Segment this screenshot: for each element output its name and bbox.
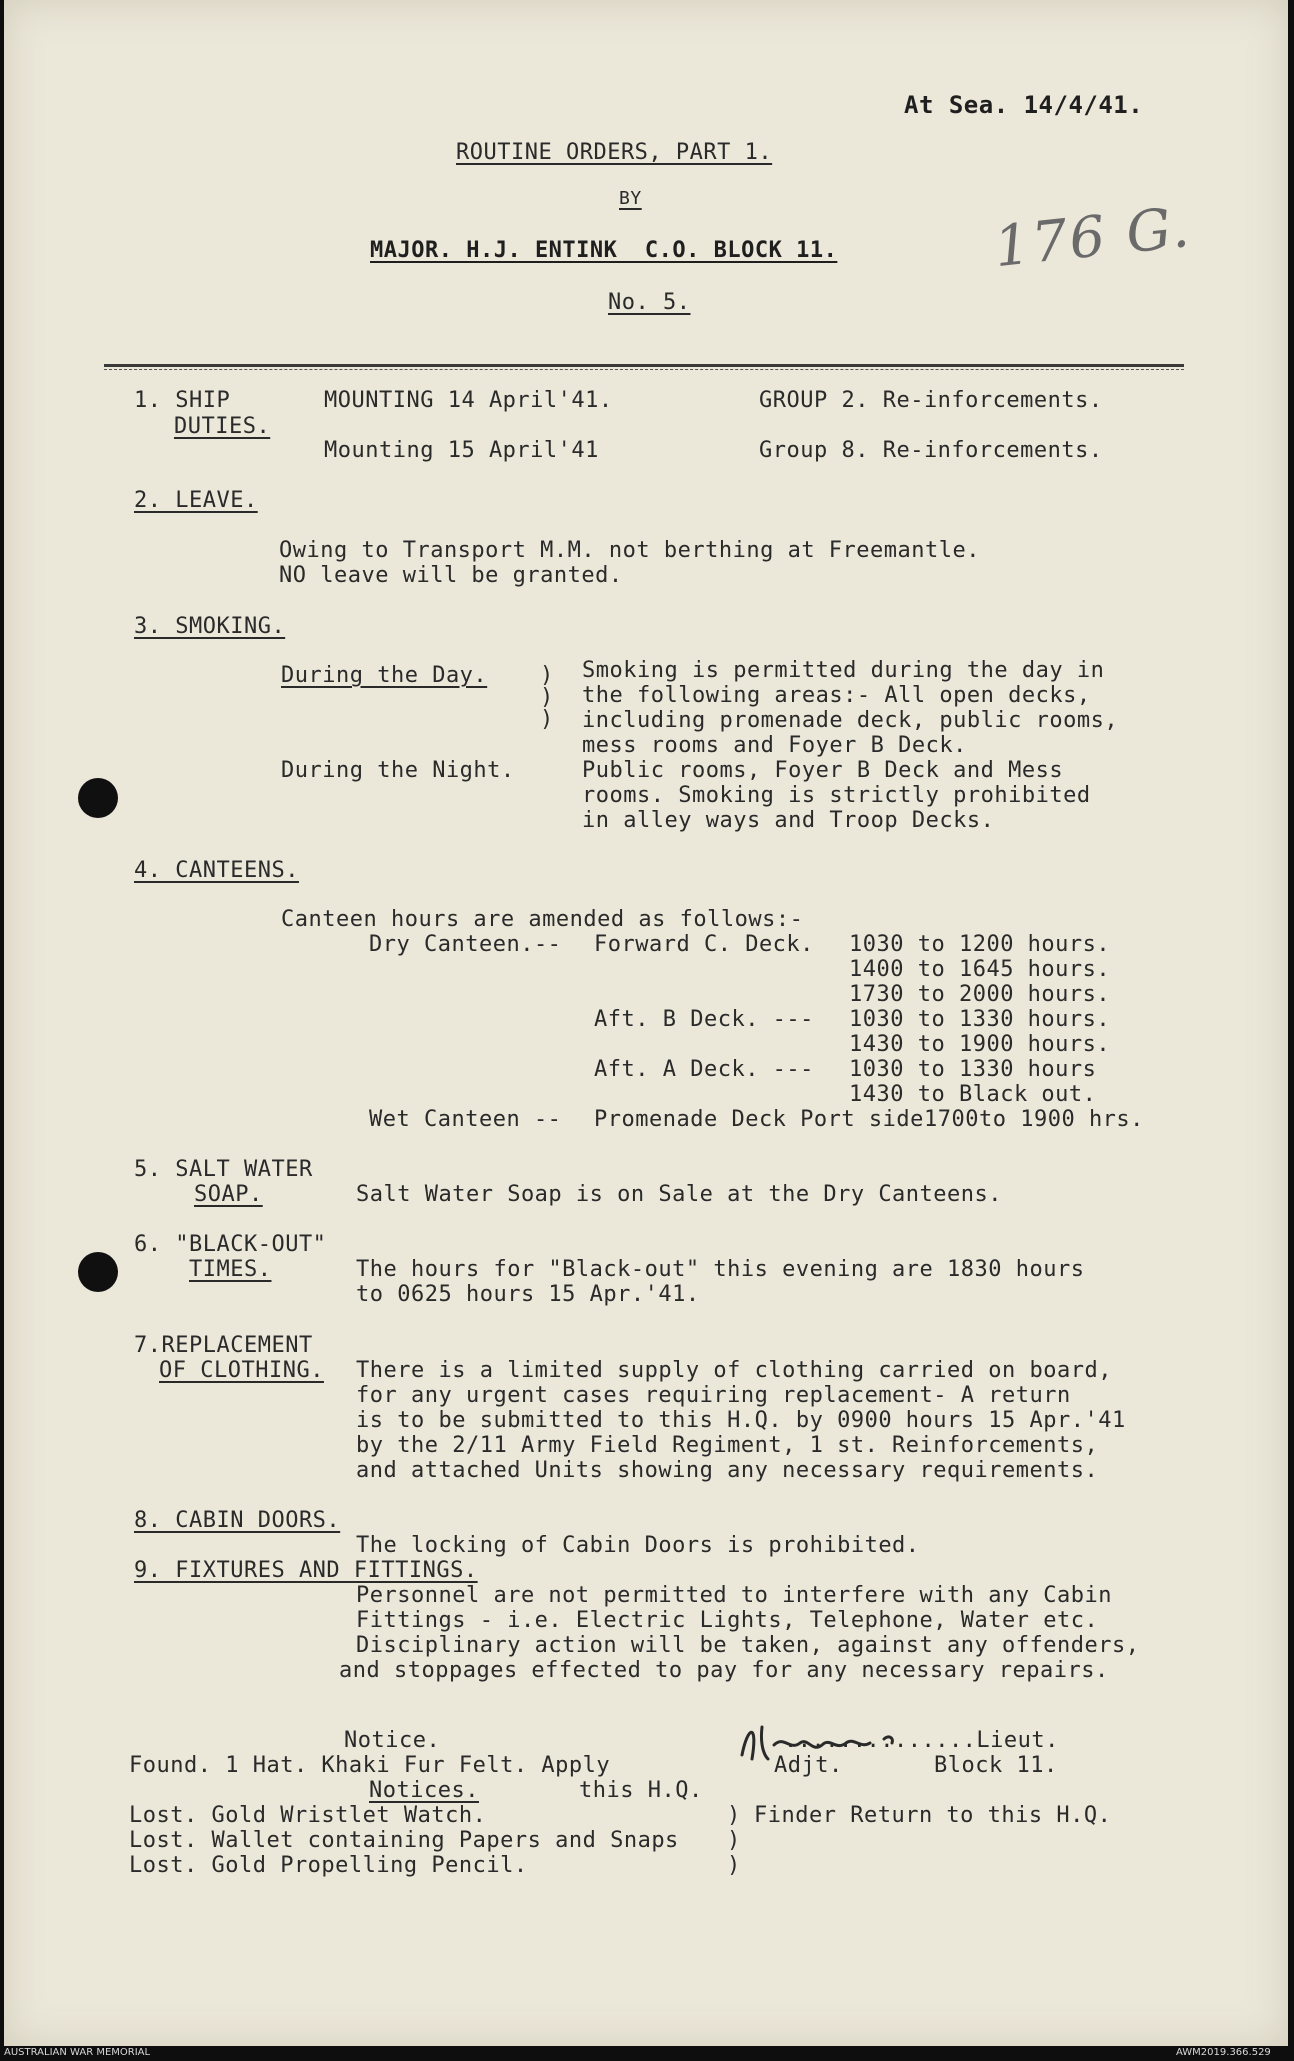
s4-time-1: 1030 to 1200 hours. [849,932,1111,957]
date-line: At Sea. 14/4/41. [904,91,1144,119]
s7-line3: is to be submitted to this H.Q. by 0900 hours 15 Apr.'41 [356,1408,1126,1433]
notice-found-line: Found. 1 Hat. Khaki Fur Felt. Apply [129,1753,611,1778]
s5-heading-line1: 5. SALT WATER [134,1157,313,1182]
notice-lost-2: Lost. Wallet containing Papers and Snaps [129,1828,679,1853]
s1-row1-right: GROUP 2. Re-inforcements. [759,388,1103,413]
s3-brace-3: ) [540,707,554,732]
document-title: ROUTINE ORDERS, PART 1. [456,140,773,165]
s3-line7: in alley ways and Troop Decks. [582,808,995,833]
s1-row2-left: Mounting 15 April'41 [324,438,599,463]
s5-heading-line2: SOAP. [194,1182,263,1207]
s1-heading-line1: 1. SHIP [134,388,231,413]
notice-heading: Notice. [344,1728,441,1753]
s3-brace-2: ) [540,685,554,710]
notice-brace-2: ) [727,1828,741,1853]
notice-lost-1: Lost. Gold Wristlet Watch. [129,1803,487,1828]
s3-line6: rooms. Smoking is strictly prohibited [582,783,1091,808]
s4-heading: 4. CANTEENS. [134,858,299,883]
s3-line5: Public rooms, Foyer B Deck and Mess [582,758,1064,783]
by-line: BY [619,188,642,209]
s9-line3: Disciplinary action will be taken, against any offenders, [356,1633,1140,1658]
notice-brace-3: ) [727,1853,741,1878]
notice-this-hq: this H.Q. [579,1778,703,1803]
signature-block: Block 11. [934,1753,1058,1778]
document-page [4,0,1288,2046]
issuer-line: MAJOR. H.J. ENTINK C.O. BLOCK 11. [370,238,838,263]
header-rule [104,364,1184,367]
s9-line2: Fittings - i.e. Electric Lights, Telephone, Water etc. [356,1608,1099,1633]
s4-time-3: 1730 to 2000 hours. [849,982,1111,1007]
s1-row2-right: Group 8. Re-inforcements. [759,438,1103,463]
signature-adjt: Adjt. [774,1753,843,1778]
s8-heading: 8. CABIN DOORS. [134,1508,341,1533]
s4-aft-b-deck: Aft. B Deck. --- [594,1007,814,1032]
footer-right-id: AWM2019.366.529 [1176,2047,1271,2058]
s4-time-7: 1430 to Black out. [849,1082,1097,1107]
s4-wet-hours: 1700to 1900 hrs. [924,1107,1144,1132]
s2-line2: NO leave will be granted. [279,563,623,588]
folio-handwritten-number: 176 G. [991,194,1195,281]
notice-brace-1: ) [727,1803,741,1828]
header-rule-dashed [104,369,1184,370]
s4-time-2: 1400 to 1645 hours. [849,957,1111,982]
s4-aft-a-deck: Aft. A Deck. --- [594,1057,814,1082]
s7-line5: and attached Units showing any necessary requirements. [356,1458,1099,1483]
s4-wet-label: Wet Canteen -- [369,1107,562,1132]
s4-wet-location: Promenade Deck Port side [594,1107,924,1132]
punch-hole-bottom [78,1252,118,1292]
punch-hole-top [78,778,118,818]
notice-finder: Finder Return to this H.Q. [754,1803,1112,1828]
s4-dry-label: Dry Canteen.-- [369,932,562,957]
s9-line1: Personnel are not permitted to interfere with any Cabin [356,1583,1112,1608]
s3-line2: the following areas:- All open decks, [582,683,1091,708]
notices-heading: Notices. [369,1778,479,1803]
s7-line1: There is a limited supply of clothing carried on board, [356,1358,1112,1383]
s3-label-night: During the Night. [281,758,515,783]
footer-left-credit: AUSTRALIAN WAR MEMORIAL [4,2047,151,2058]
s4-forward-c-deck: Forward C. Deck. [594,932,814,957]
s7-line2: for any urgent cases requiring replacement- A return [356,1383,1071,1408]
footer-bar [0,2046,1294,2061]
s8-text: The locking of Cabin Doors is prohibited. [356,1533,920,1558]
s6-line1: The hours for "Black-out" this evening are 1830 hours [356,1257,1085,1282]
s1-row1-left: MOUNTING 14 April'41. [324,388,613,413]
s7-heading-line2: OF CLOTHING. [159,1358,324,1383]
s1-heading-line2: DUTIES. [174,414,271,439]
s4-time-4: 1030 to 1330 hours. [849,1007,1111,1032]
s4-intro: Canteen hours are amended as follows:- [281,907,804,932]
s3-line1: Smoking is permitted during the day in [582,658,1105,683]
s9-heading: 9. FIXTURES AND FITTINGS. [134,1558,478,1583]
s4-time-5: 1430 to 1900 hours. [849,1032,1111,1057]
s2-line1: Owing to Transport M.M. not berthing at Freemantle. [279,538,981,563]
s3-line4: mess rooms and Foyer B Deck. [582,733,967,758]
signature-dots-rank: ..............Lieut. [784,1728,1059,1753]
s3-heading: 3. SMOKING. [134,614,286,639]
s5-text: Salt Water Soap is on Sale at the Dry Canteens. [356,1182,1003,1207]
s6-heading-line1: 6. "BLACK-OUT" [134,1232,327,1257]
s3-label-day: During the Day. [281,663,488,688]
s2-heading: 2. LEAVE. [134,488,258,513]
s6-heading-line2: TIMES. [189,1257,272,1282]
s6-line2: to 0625 hours 15 Apr.'41. [356,1282,700,1307]
notice-lost-3: Lost. Gold Propelling Pencil. [129,1853,528,1878]
s7-heading-line1: 7.REPLACEMENT [134,1333,313,1358]
s3-line3: including promenade deck, public rooms, [582,708,1119,733]
s3-brace-1: ) [540,663,554,688]
s9-line4: and stoppages effected to pay for any necessary repairs. [339,1658,1109,1683]
s4-time-6: 1030 to 1330 hours [849,1057,1097,1082]
s7-line4: by the 2/11 Army Field Regiment, 1 st. Reinforcements, [356,1433,1099,1458]
order-number: No. 5. [608,290,691,315]
